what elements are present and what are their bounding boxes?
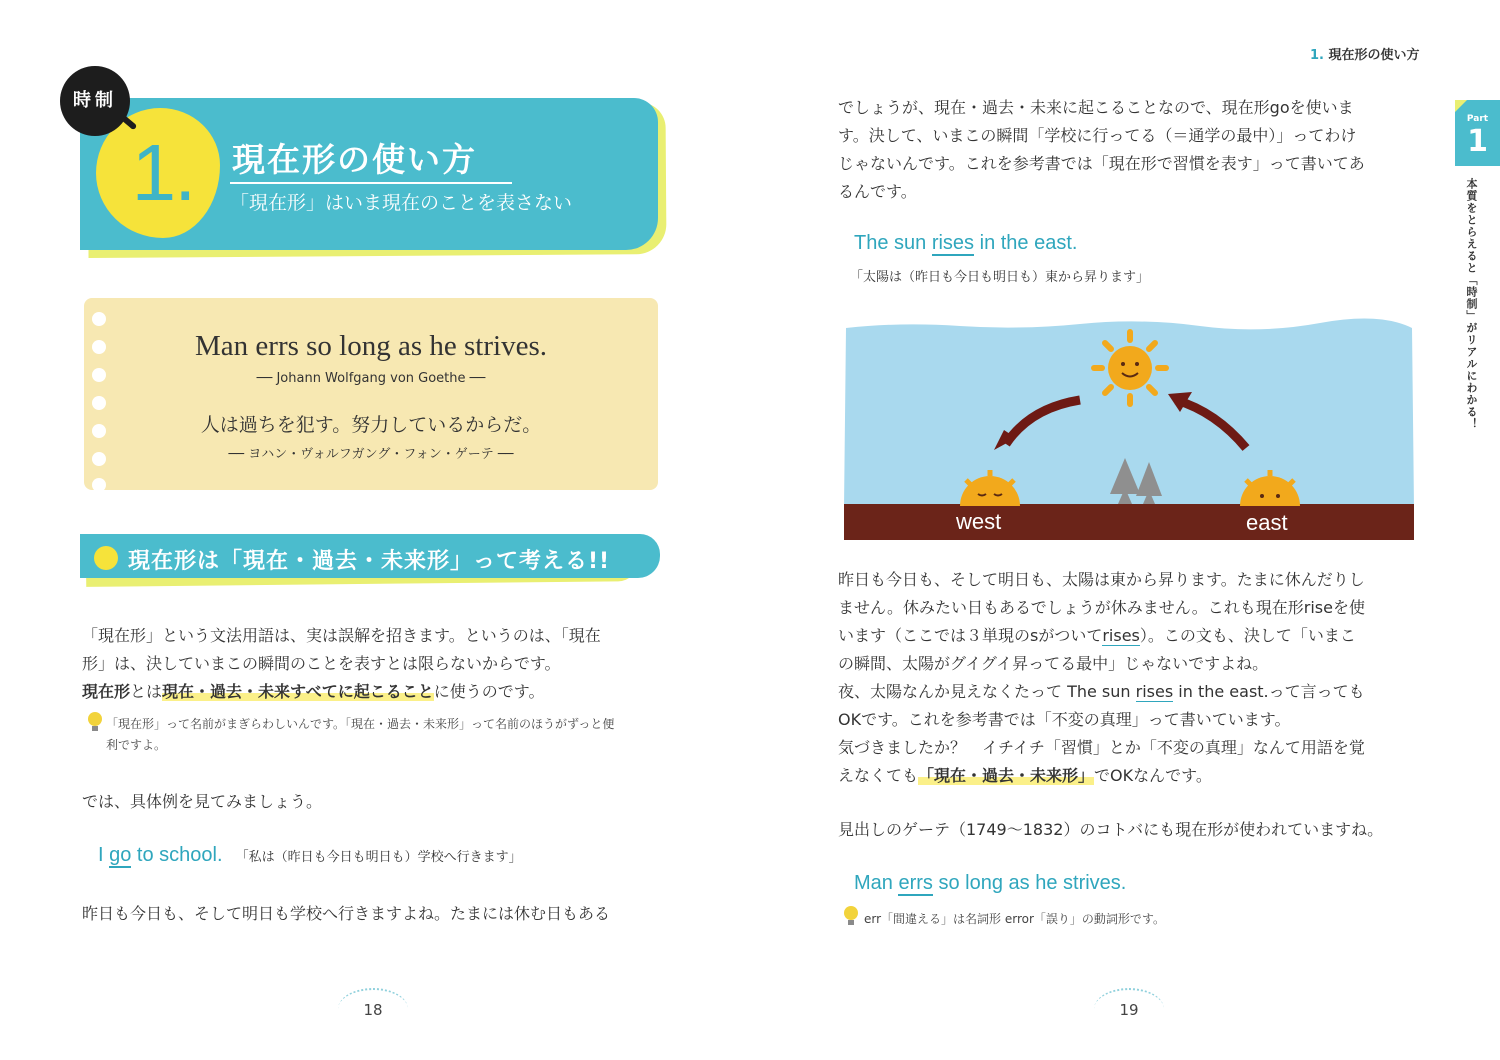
running-head-title: 現在形の使い方 — [1328, 48, 1420, 63]
chapter-subtitle: 「現在形」はいま現在のことを表さない — [230, 192, 573, 214]
text-line: 形」は、決していまこの瞬間のことを表すとは限らないからです。 — [82, 654, 561, 673]
page-number: 18 — [338, 988, 408, 1030]
text-line: す。決して、いまこの瞬間「学校に行ってる（＝通学の最中）」ってわけ — [838, 126, 1357, 145]
note — [106, 714, 666, 756]
paragraph: 昨日も今日も、そして明日も学校へ行きますよね。たまには休む日もある — [82, 904, 611, 923]
example-sentence — [854, 232, 1077, 255]
section-heading: 現在形は「現在・過去・未来形」って考える!! — [128, 549, 611, 574]
underlined-verb: rises — [1102, 626, 1140, 645]
example-text: in the east. — [974, 232, 1078, 254]
notebook-hole-icon — [92, 312, 106, 326]
text-line: OKです。これを参考書では「不変の真理」って書いています。 — [838, 710, 1291, 729]
notebook-hole-icon — [92, 396, 106, 410]
text-span: でOKなんです。 — [1094, 766, 1212, 785]
part-tab-label: Part — [1466, 114, 1489, 124]
sun-top-icon — [1094, 332, 1166, 404]
lightbulb-icon — [88, 712, 102, 726]
side-caption: 本質をとらえると「時制」がリアルにわかる！ — [1465, 178, 1478, 430]
paragraph: 見出しのゲーテ（1749～1832）のコトバにも現在形が使われていますね。 — [838, 820, 1384, 839]
example-translation: 「私は（昨日も今日も明日も）学校へ行きます」 — [235, 850, 522, 865]
right-page — [750, 0, 1500, 1060]
east-label: east — [1246, 510, 1288, 535]
smiley-icon — [94, 546, 118, 570]
text-line — [838, 678, 1365, 706]
text-span: に使うのです。 — [433, 682, 545, 701]
quote-english: Man errs so long as he strives. — [195, 330, 547, 362]
quote-japanese: 人は過ちを犯す。努力しているからだ。 — [200, 414, 542, 436]
text-line — [838, 762, 1365, 790]
text-line — [82, 678, 601, 706]
sun-illustration — [840, 318, 1416, 544]
example-translation: 「太陽は（昨日も今日も明日も）東から昇ります」 — [850, 270, 1150, 285]
ground — [844, 504, 1414, 540]
note-line: 「現在形」って名前がまぎらわしいんです。「現在・過去・未来形」って名前のほうがずっと便 — [106, 717, 615, 731]
text-line: 昨日も今日も、そして明日も、太陽は東から昇ります。たまに休んだりし — [838, 570, 1365, 589]
example-sentence — [854, 872, 1126, 895]
text-span: in the east.って言っても — [1173, 682, 1365, 701]
part-tab-corner — [1455, 100, 1467, 112]
chapter-number: 1. — [131, 128, 195, 217]
chapter-title: 現在形の使い方 — [232, 140, 477, 179]
text-line: の瞬間、太陽がグイグイ昇ってる最中」じゃないですよね。 — [838, 654, 1269, 673]
chapter-title-divider — [230, 182, 512, 184]
example-text: to school. — [131, 844, 223, 866]
quote-author-english: ── Johann Wolfgang von Goethe ── — [256, 371, 486, 386]
part-tab-number: 1 — [1467, 124, 1488, 159]
text-line: でしょうが、現在・過去・未来に起こることなので、現在形goを使いま — [838, 98, 1354, 117]
chapter-tag: 時制 — [60, 66, 130, 136]
text-span: えなくても — [838, 766, 919, 785]
lightbulb-base-icon — [92, 726, 98, 731]
paragraph — [838, 94, 1365, 206]
example-verb: rises — [931, 232, 975, 254]
example-text: I — [98, 844, 110, 866]
west-label: west — [956, 509, 1002, 534]
text-line — [838, 622, 1365, 650]
paragraph — [82, 622, 601, 706]
text-line: じゃないんです。これを参考書では「現在形で習慣を表す」って書いてあ — [838, 154, 1365, 173]
text-span: います（ここでは３単現のsがついて — [838, 626, 1103, 645]
lightbulb-base-icon — [848, 920, 854, 925]
notebook-hole-icon — [92, 478, 106, 492]
quote-author-japanese: ── ヨハン・ヴォルフガング・フォン・ゲーテ ── — [228, 447, 514, 462]
note: err「間違える」は名詞形 error「誤り」の動詞形です。 — [864, 912, 1165, 926]
highlight: 現在・過去・未来すべてに起こること — [162, 682, 434, 701]
running-head — [1310, 44, 1420, 63]
text-span: 夜、太陽なんか見えなくたって The sun — [838, 682, 1136, 701]
example-sentence — [98, 844, 522, 867]
text-span: ）。この文も、決して「いまこ — [1139, 626, 1356, 645]
text-line: 気づきましたか？ イチイチ「習慣」とか「不変の真理」なんて用語を覚 — [838, 738, 1365, 757]
note-line: 利ですよ。 — [106, 738, 167, 752]
highlight: 「現在・過去・未来形」 — [918, 766, 1095, 785]
text-line: るんです。 — [838, 182, 917, 201]
example-text: so long as he strives. — [932, 872, 1127, 894]
example-verb: errs — [898, 872, 933, 894]
text-line: 「現在形」という文法用語は、実は誤解を招きます。というのは、「現在 — [82, 626, 601, 645]
text-span: とは — [130, 682, 163, 701]
example-verb: go — [109, 844, 132, 866]
running-head-number: 1. — [1310, 48, 1324, 63]
paragraph — [838, 566, 1365, 790]
text-line: ません。休みたい日もあるでしょうが休みません。これも現在形riseを使 — [838, 598, 1365, 617]
bold-term: 現在形 — [82, 682, 131, 701]
underlined-verb: rises — [1135, 682, 1174, 701]
lightbulb-icon — [844, 906, 858, 920]
page-number: 19 — [1094, 988, 1164, 1030]
example-text: Man — [854, 872, 899, 894]
paragraph: では、具体例を見てみましょう。 — [82, 792, 323, 811]
example-text: The sun — [854, 232, 932, 254]
